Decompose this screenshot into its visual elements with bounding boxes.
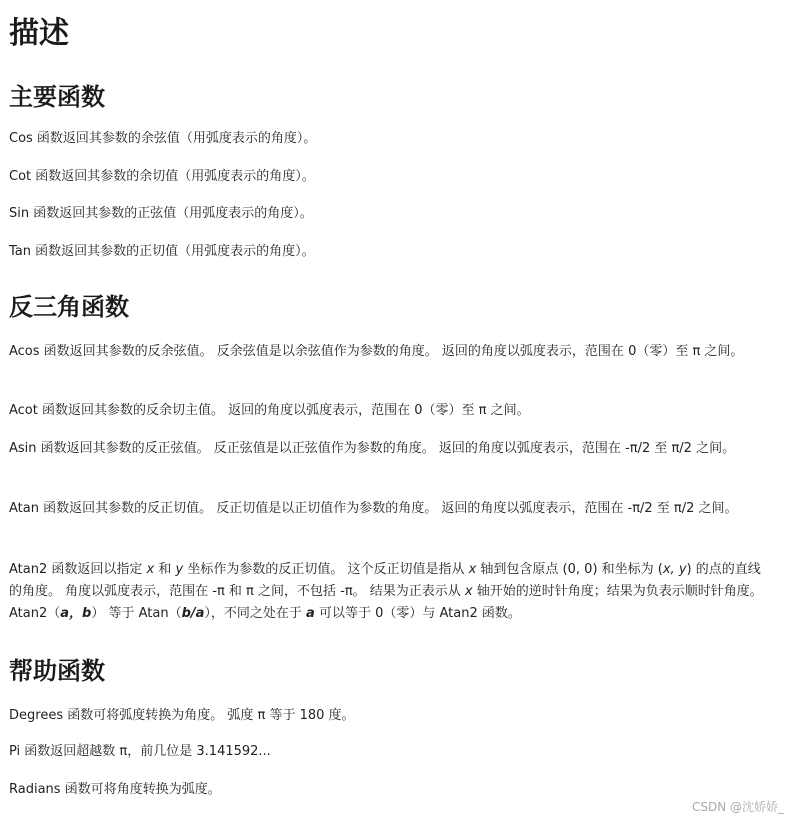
paragraph-pi: Pi 函数返回超越数 π，前几位是 3.141592... xyxy=(9,744,271,759)
atan2-var-x: x xyxy=(146,562,155,577)
atan2-var-y: y xyxy=(175,562,184,577)
atan2-var-a: a xyxy=(306,606,315,621)
atan2-text: 可以等于 0（零）与 Atan2 函数。 xyxy=(314,606,521,621)
watermark: CSDN @沈娇娇_ xyxy=(691,800,784,814)
paragraph-cos: Cos 函数返回其参数的余弦值（用弧度表示的角度）。 xyxy=(9,131,317,146)
paragraph-degrees: Degrees 函数可将弧度转换为角度。 弧度 π 等于 180 度。 xyxy=(9,708,355,723)
atan2-var-x: x xyxy=(464,584,473,599)
atan2-text: ），不同之处在于 xyxy=(204,606,307,621)
paragraph-radians: Radians 函数可将角度转换为弧度。 xyxy=(9,782,221,797)
section-heading-main: 主要函数 xyxy=(9,83,105,111)
section-heading-helper: 帮助函数 xyxy=(9,657,105,685)
atan2-text: 坐标作为参数的反正切值。 这个反正切值是指从 xyxy=(183,562,469,577)
paragraph-tan: Tan 函数返回其参数的正切值（用弧度表示的角度）。 xyxy=(9,244,315,259)
atan2-args-ba: b/a xyxy=(181,606,205,621)
paragraph-atan2 xyxy=(9,559,767,625)
paragraph-atan: Atan 函数返回其参数的反正切值。 反正切值是以正切值作为参数的角度。 返回的角度以弧度表示，范围在 -π/2 至 π/2 之间。 xyxy=(9,501,738,516)
atan2-var-xy: x, y xyxy=(662,562,687,577)
paragraph-asin: Asin 函数返回其参数的反正弦值。 反正弦值是以正弦值作为参数的角度。 返回的角度以弧度表示，范围在 -π/2 至 π/2 之间。 xyxy=(9,441,736,456)
atan2-text: 轴开始的逆时针角度；结果为负表示顺时针角度。 Atan2（ xyxy=(9,584,763,621)
atan2-text: ) 的点的直线的角度。 角度以弧度表示，范围在 -π 和 π 之间，不包括 -π。 结果为正表示从 xyxy=(9,562,761,599)
paragraph-cot: Cot 函数返回其参数的余切值（用弧度表示的角度）。 xyxy=(9,169,315,184)
atan2-text: Atan2 函数返回以指定 xyxy=(9,562,147,577)
atan2-text: 轴到包含原点 (0, 0) 和坐标为 ( xyxy=(476,562,663,577)
paragraph-acos: Acos 函数返回其参数的反余弦值。 反余弦值是以余弦值作为参数的角度。 返回的角度以弧度表示，范围在 0（零）至 π 之间。 xyxy=(9,344,744,359)
atan2-var-x: x xyxy=(468,562,477,577)
atan2-args-ab: a，b xyxy=(60,606,92,621)
paragraph-acot: Acot 函数返回其参数的反余切主值。 返回的角度以弧度表示，范围在 0（零）至 π 之间。 xyxy=(9,403,530,418)
page-title: 描述 xyxy=(9,16,69,51)
paragraph-sin: Sin 函数返回其参数的正弦值（用弧度表示的角度）。 xyxy=(9,206,313,221)
atan2-text: 和 xyxy=(154,562,176,577)
section-heading-inverse: 反三角函数 xyxy=(9,293,129,321)
atan2-text: ） 等于 Atan（ xyxy=(91,606,182,621)
